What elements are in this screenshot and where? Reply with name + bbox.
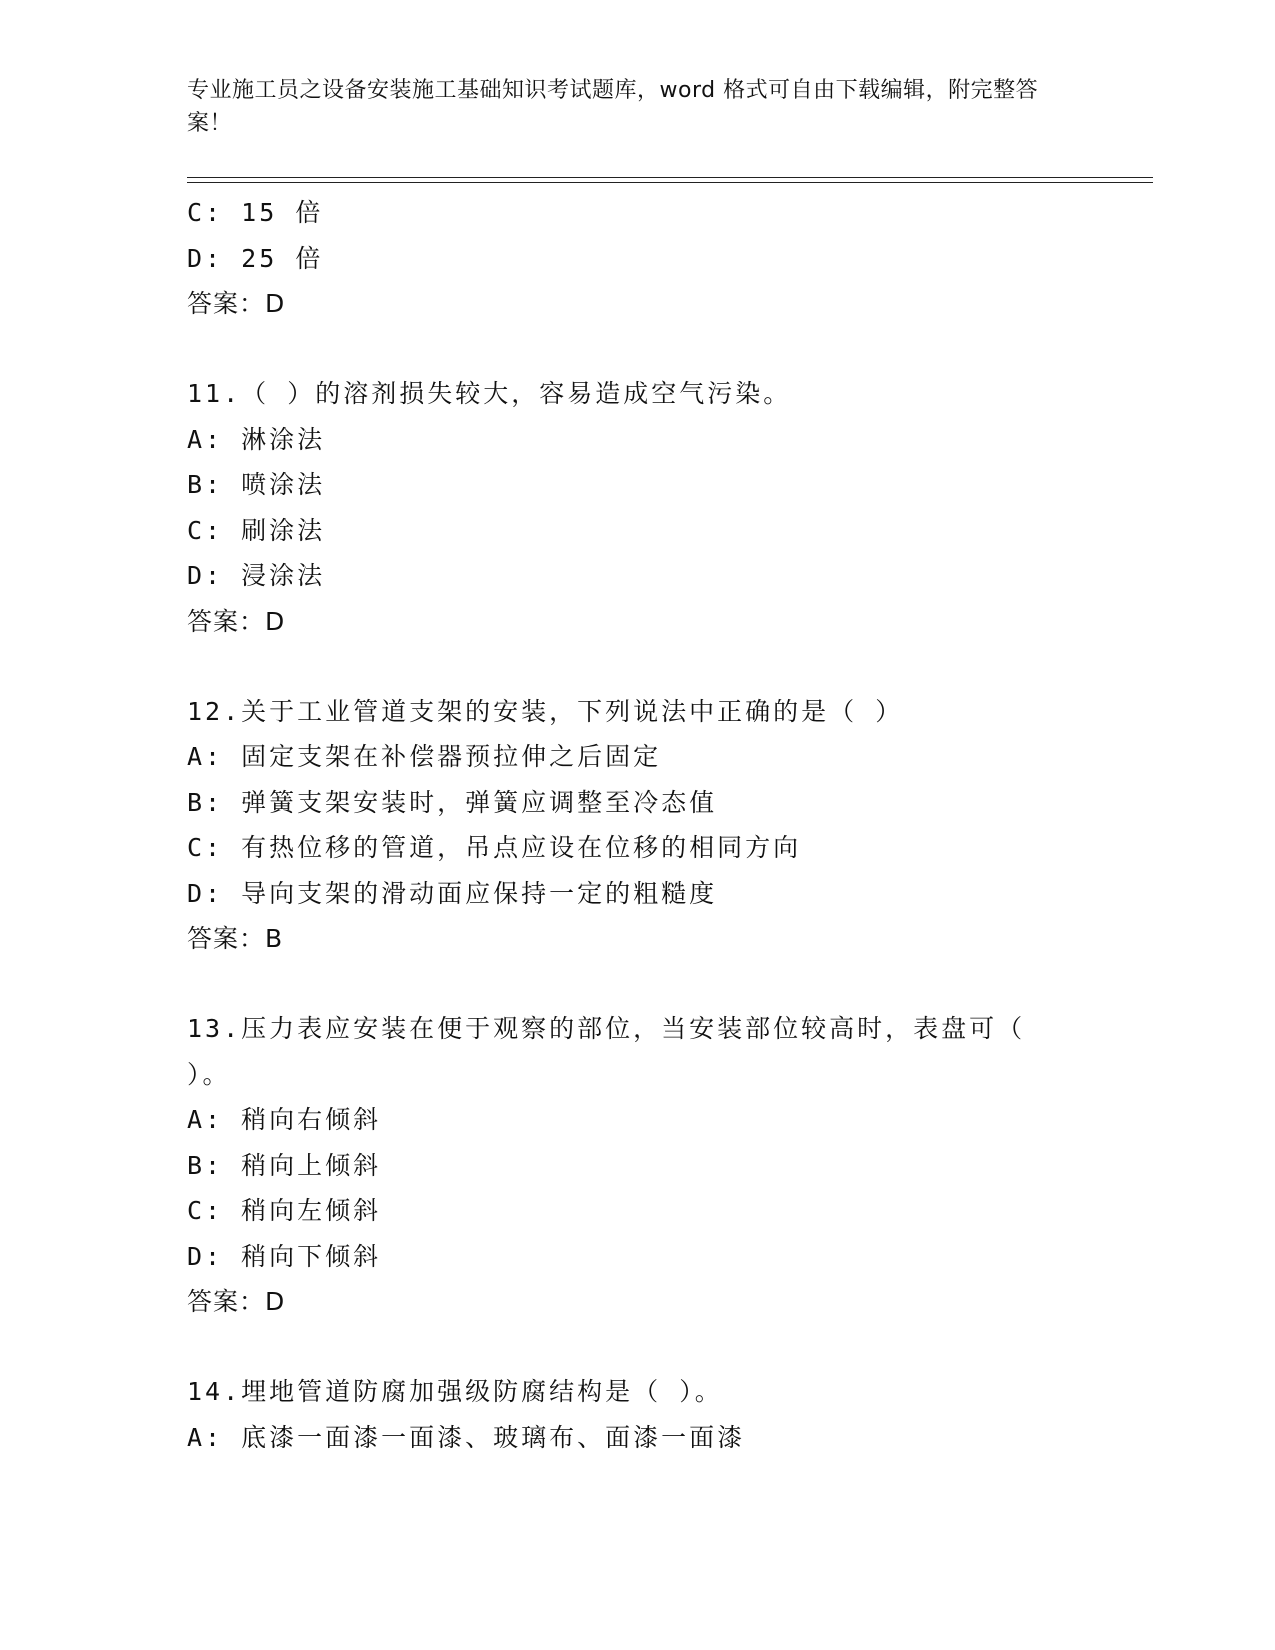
- option-line: [187, 417, 1153, 463]
- option-label: D:: [187, 1241, 224, 1271]
- page-header: 专业施工员之设备安装施工基础知识考试题库，word 格式可自由下载编辑，附完整答案！: [187, 78, 1039, 136]
- question-number: 12.: [187, 696, 242, 726]
- option-line: [187, 734, 1153, 780]
- option-text: 25 倍: [241, 243, 324, 273]
- option-label: A:: [187, 1105, 224, 1134]
- option-label: B:: [187, 787, 224, 817]
- question-text: 压力表应安装在便于观察的部位，当安装部位较高时，表盘可（ ）。: [187, 1014, 1026, 1089]
- option-label: C:: [187, 833, 224, 862]
- option-text: 固定支架在补偿器预拉伸之后固定: [241, 742, 662, 771]
- option-text: 弹簧支架安装时，弹簧应调整至冷态值: [241, 787, 718, 817]
- question-list: [187, 190, 1153, 1460]
- option-label: D:: [187, 561, 224, 590]
- option-label: D:: [187, 243, 224, 273]
- option-label: D:: [187, 878, 224, 908]
- answer-line: 答案：B: [187, 924, 284, 953]
- question-stem: [187, 1369, 1153, 1415]
- option-text: 稍向上倾斜: [241, 1150, 382, 1180]
- question-text: 埋地管道防腐加强级防腐结构是（ ）。: [241, 1377, 723, 1406]
- option-line: [187, 236, 1153, 282]
- option-line: [187, 1234, 1153, 1280]
- header-rule-top: [187, 177, 1153, 178]
- option-line: [187, 1188, 1153, 1234]
- answer-line: 答案：D: [187, 606, 286, 636]
- option-line: [187, 190, 1153, 236]
- option-line: [187, 1143, 1153, 1189]
- option-text: 喷涂法: [241, 470, 326, 499]
- option-line: [187, 780, 1153, 826]
- question-number: 14.: [187, 1377, 242, 1406]
- option-line: [187, 825, 1153, 871]
- option-line: [187, 462, 1153, 508]
- answer-line: 答案：D: [187, 289, 286, 318]
- option-label: A:: [187, 424, 224, 454]
- option-line: [187, 1097, 1153, 1143]
- option-label: A:: [187, 742, 224, 771]
- option-label: B:: [187, 1150, 224, 1180]
- option-text: 底漆一面漆一面漆、玻璃布、面漆一面漆: [241, 1422, 746, 1452]
- option-text: 导向支架的滑动面应保持一定的粗糙度: [241, 878, 718, 908]
- question-stem: [187, 371, 1153, 417]
- option-line: [187, 871, 1153, 917]
- header-rule-bottom: [187, 182, 1153, 183]
- option-text: 15 倍: [241, 198, 324, 227]
- option-text: 稍向下倾斜: [241, 1241, 382, 1271]
- option-text: 淋涂法: [241, 424, 326, 454]
- option-text: 稍向右倾斜: [241, 1105, 382, 1134]
- option-text: 浸涂法: [241, 561, 326, 590]
- option-line: [187, 508, 1153, 554]
- option-text: 刷涂法: [241, 515, 326, 545]
- question-number: 13.: [187, 1014, 242, 1043]
- question-number: 11.: [187, 379, 242, 408]
- option-line: [187, 1415, 1153, 1461]
- option-label: C:: [187, 1196, 224, 1225]
- option-label: C:: [187, 198, 224, 227]
- option-label: C:: [187, 515, 224, 545]
- question-stem: [187, 1006, 1047, 1097]
- answer-line: 答案：D: [187, 1287, 286, 1316]
- option-label: A:: [187, 1422, 224, 1452]
- option-label: B:: [187, 470, 224, 499]
- question-text: 关于工业管道支架的安装，下列说法中正确的是（ ）: [241, 696, 904, 726]
- option-text: 稍向左倾斜: [241, 1196, 382, 1225]
- question-text: （ ）的溶剂损失较大，容易造成空气污染。: [241, 379, 792, 408]
- option-text: 有热位移的管道，吊点应设在位移的相同方向: [241, 833, 802, 862]
- question-stem: [187, 689, 1153, 735]
- option-line: [187, 553, 1153, 599]
